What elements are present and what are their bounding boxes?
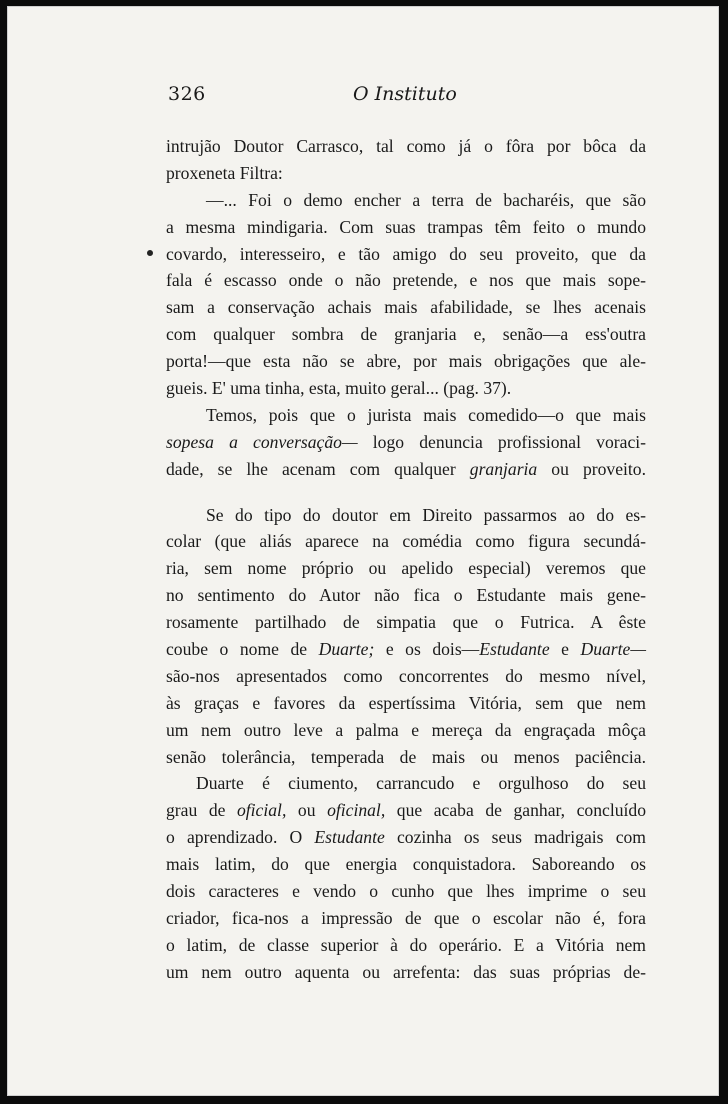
running-head: O Instituto xyxy=(353,83,457,105)
text-line: rosamente partilhado de simpatia que o Futrica. A êste xyxy=(166,612,646,633)
text-line: gueis. E' uma tinha, esta, muito geral... (pag. 37). xyxy=(166,378,512,399)
page-header xyxy=(168,83,648,107)
text-line: às graças e favores da espertíssima Vitória, sem que nem xyxy=(166,692,646,713)
text-line: proxeneta Filtra: xyxy=(166,162,283,183)
text-line: —... Foi o demo encher a terra de bacharéis, que são xyxy=(206,189,646,210)
text-line: sam a conservação achais mais afabilidade, se lhes acenais xyxy=(166,297,646,318)
text-line: um nem outro aquenta ou arrefenta: das suas próprias de- xyxy=(166,961,646,982)
text-line: com qualquer sombra de granjaria e, senão—a ess'outra xyxy=(166,324,646,345)
text-line: dade, se lhe acenam com qualquer granjaria ou proveito. xyxy=(166,458,647,479)
book-page xyxy=(7,6,719,1096)
paragraph-gap xyxy=(166,483,646,502)
text-line: sopesa a conversação— logo denuncia profissional voraci- xyxy=(166,431,646,452)
text-line: grau de oficial, ou oficinal, que acaba de ganhar, concluído xyxy=(166,800,646,821)
text-line: covardo, interesseiro, e tão amigo do seu proveito, que da xyxy=(166,243,646,264)
text-line: o aprendizado. O Estudante cozinha os seus madrigais com xyxy=(166,827,646,848)
text-line: Duarte é ciumento, carrancudo e orgulhoso do seu xyxy=(196,773,646,794)
page-number: 326 xyxy=(168,83,206,105)
text-line: a mesma mindigaria. Com suas trampas têm feito o mundo xyxy=(166,216,646,237)
text-line: Temos, pois que o jurista mais comedido—o que mais xyxy=(206,404,646,425)
text-line: mais latim, do que energia conquistadora. Saboreando os xyxy=(166,854,646,875)
text-line: um nem outro leve a palma e mereça da engraçada môça xyxy=(166,719,646,740)
text-line: porta!—que esta não se abre, por mais obrigações que ale- xyxy=(166,351,646,372)
text-line: colar (que aliás aparece na comédia como figura secundá- xyxy=(166,531,646,552)
text-line: no sentimento do Autor não fica o Estudante mais gene- xyxy=(166,585,646,606)
text-line: fala é escasso onde o não pretende, e nos que mais sope- xyxy=(166,270,646,291)
body-text xyxy=(166,133,646,986)
text-line: Se do tipo do doutor em Direito passarmos ao do es- xyxy=(206,504,646,525)
text-line: coube o nome de Duarte; e os dois—Estudante e Duarte— xyxy=(166,639,646,660)
text-line: senão tolerância, temperada de mais ou menos paciência. xyxy=(166,746,646,767)
text-line: dois caracteres e vendo o cunho que lhes imprime o seu xyxy=(166,881,646,902)
text-line: o latim, de classe superior à do operário. E a Vitória nem xyxy=(166,934,646,955)
text-line: ria, sem nome próprio ou apelido especial) veremos que xyxy=(166,558,646,579)
text-line: são-nos apresentados como concorrentes do mesmo nível, xyxy=(166,665,646,686)
margin-mark xyxy=(147,250,153,256)
text-line: criador, fica-nos a impressão de que o escolar não é, fora xyxy=(166,907,646,928)
text-line: intrujão Doutor Carrasco, tal como já o fôra por bôca da xyxy=(166,136,646,156)
